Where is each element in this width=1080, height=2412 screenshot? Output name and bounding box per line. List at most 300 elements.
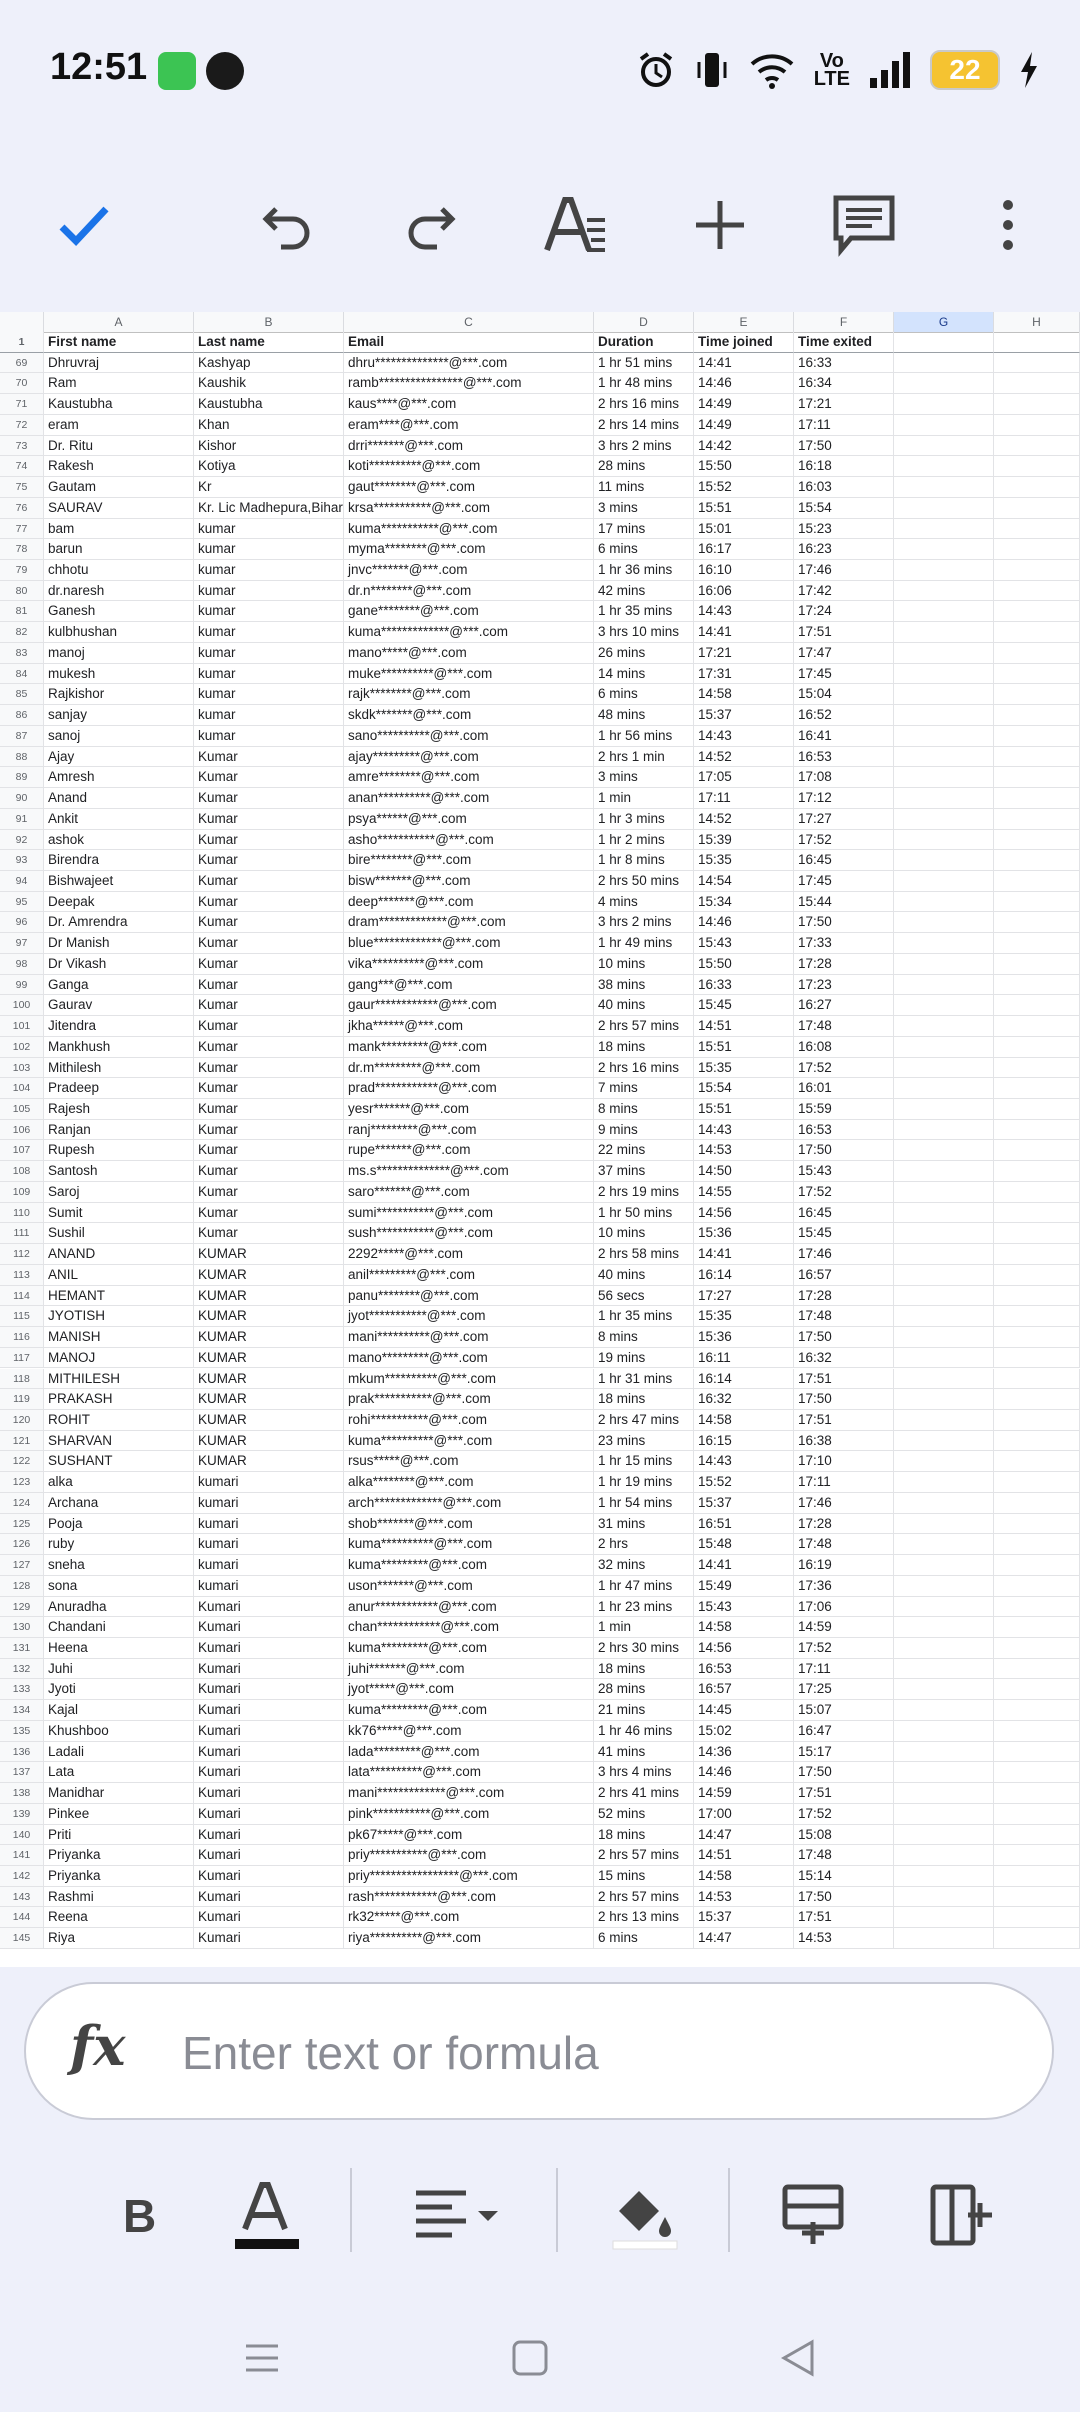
cell-d[interactable]: 9 mins [594, 1120, 694, 1141]
cell-a[interactable]: Dr Vikash [44, 954, 194, 975]
cell-e[interactable]: 16:15 [694, 1431, 794, 1452]
cell-c[interactable]: sumi***********@***.com [344, 1203, 594, 1224]
cell-a[interactable]: MANOJ [44, 1348, 194, 1369]
home-button[interactable] [500, 2328, 560, 2388]
row-number[interactable]: 108 [0, 1161, 44, 1182]
cell-f[interactable]: 15:14 [794, 1866, 894, 1887]
cell-h[interactable] [994, 954, 1080, 975]
cell-b[interactable]: kumari [194, 1493, 344, 1514]
cell-g[interactable] [894, 353, 994, 374]
cell-f[interactable]: 17:42 [794, 581, 894, 602]
cell-d[interactable]: 2 hrs 13 mins [594, 1907, 694, 1928]
cell-h[interactable] [994, 1534, 1080, 1555]
cell-h[interactable] [994, 1825, 1080, 1846]
cell-e[interactable]: 15:45 [694, 995, 794, 1016]
cell-c[interactable]: priy*****************@***.com [344, 1866, 594, 1887]
cell-e[interactable]: 14:55 [694, 1182, 794, 1203]
cell-c[interactable]: rohi***********@***.com [344, 1410, 594, 1431]
cell-c[interactable]: yesr*******@***.com [344, 1099, 594, 1120]
undo-button[interactable] [248, 185, 328, 265]
cell-f[interactable]: 16:38 [794, 1431, 894, 1452]
cell-b[interactable]: Kumari [194, 1659, 344, 1680]
cell-h[interactable] [994, 1058, 1080, 1079]
cell-h[interactable] [994, 747, 1080, 768]
cell-a[interactable]: eram [44, 415, 194, 436]
cell-f[interactable]: 17:27 [794, 809, 894, 830]
row-number[interactable]: 112 [0, 1244, 44, 1265]
cell-f[interactable]: 17:48 [794, 1534, 894, 1555]
redo-button[interactable] [390, 185, 470, 265]
cell-e[interactable]: 14:52 [694, 809, 794, 830]
insert-button[interactable] [680, 185, 760, 265]
cell-d[interactable]: 4 mins [594, 892, 694, 913]
cell-h[interactable] [994, 767, 1080, 788]
cell-h[interactable] [994, 1431, 1080, 1452]
cell-b[interactable]: Kumar [194, 1203, 344, 1224]
cell-b[interactable]: Kumari [194, 1762, 344, 1783]
cell-b[interactable]: Kumar [194, 1140, 344, 1161]
cell-g[interactable] [894, 767, 994, 788]
cell-b[interactable]: KUMAR [194, 1286, 344, 1307]
cell-h[interactable] [994, 622, 1080, 643]
row-number[interactable]: 143 [0, 1887, 44, 1908]
row-number[interactable]: 73 [0, 436, 44, 457]
cell-f[interactable]: 17:52 [794, 1638, 894, 1659]
cell-c[interactable]: ajay*********@***.com [344, 747, 594, 768]
cell-a[interactable]: Juhi [44, 1659, 194, 1680]
cell-f[interactable]: 17:51 [794, 622, 894, 643]
cell-d[interactable]: 7 mins [594, 1078, 694, 1099]
cell-h[interactable] [994, 1410, 1080, 1431]
cell-e[interactable]: 15:49 [694, 1576, 794, 1597]
cell-f[interactable]: 16:47 [794, 1721, 894, 1742]
row-number[interactable]: 139 [0, 1804, 44, 1825]
cell-g[interactable] [894, 1058, 994, 1079]
cell-e[interactable]: 16:10 [694, 560, 794, 581]
cell-d[interactable]: 18 mins [594, 1389, 694, 1410]
cell-a[interactable]: HEMANT [44, 1286, 194, 1307]
cell-c[interactable]: mank*********@***.com [344, 1037, 594, 1058]
cell-f[interactable]: 17:50 [794, 1140, 894, 1161]
cell-d[interactable]: 15 mins [594, 1866, 694, 1887]
cell-h[interactable] [994, 1928, 1080, 1949]
row-number[interactable]: 95 [0, 892, 44, 913]
cell-g[interactable] [894, 394, 994, 415]
cell-a[interactable]: Rashmi [44, 1887, 194, 1908]
cell-c[interactable]: rsus*****@***.com [344, 1451, 594, 1472]
cell-c[interactable]: kaus****@***.com [344, 394, 594, 415]
cell-c[interactable]: kuma*************@***.com [344, 622, 594, 643]
cell-c[interactable]: juhi*******@***.com [344, 1659, 594, 1680]
cell-b[interactable]: Kumar [194, 1016, 344, 1037]
cell-a[interactable]: Santosh [44, 1161, 194, 1182]
cell-e[interactable]: 15:01 [694, 519, 794, 540]
cell-c[interactable]: dhru**************@***.com [344, 353, 594, 374]
cell-c[interactable]: lada*********@***.com [344, 1742, 594, 1763]
cell-a[interactable]: chhotu [44, 560, 194, 581]
cell-c[interactable]: kuma***********@***.com [344, 519, 594, 540]
cell-g[interactable] [894, 1845, 994, 1866]
cell-h[interactable] [994, 1555, 1080, 1576]
cell-c[interactable]: ms.s**************@***.com [344, 1161, 594, 1182]
cell-g[interactable] [894, 373, 994, 394]
row-number[interactable]: 111 [0, 1223, 44, 1244]
cell-d[interactable]: 3 hrs 2 mins [594, 436, 694, 457]
cell-e[interactable]: 16:53 [694, 1659, 794, 1680]
cell-g[interactable] [894, 1742, 994, 1763]
row-number[interactable]: 72 [0, 415, 44, 436]
cell-h[interactable] [994, 477, 1080, 498]
cell-b[interactable]: Kumar [194, 995, 344, 1016]
cell-d[interactable]: Duration [594, 332, 694, 353]
cell-a[interactable]: alka [44, 1472, 194, 1493]
cell-d[interactable]: 2 hrs 58 mins [594, 1244, 694, 1265]
cell-b[interactable]: kumari [194, 1514, 344, 1535]
cell-d[interactable]: 11 mins [594, 477, 694, 498]
cell-g[interactable] [894, 1555, 994, 1576]
cell-f[interactable]: 16:57 [794, 1265, 894, 1286]
cell-d[interactable]: 40 mins [594, 995, 694, 1016]
cell-g[interactable] [894, 830, 994, 851]
row-number[interactable]: 118 [0, 1369, 44, 1390]
cell-e[interactable]: 16:14 [694, 1369, 794, 1390]
cell-f[interactable]: 17:52 [794, 1182, 894, 1203]
cell-h[interactable] [994, 1140, 1080, 1161]
cell-b[interactable]: Kumari [194, 1638, 344, 1659]
cell-f[interactable]: 15:04 [794, 684, 894, 705]
cell-e[interactable]: 15:35 [694, 1058, 794, 1079]
cell-g[interactable] [894, 975, 994, 996]
cell-c[interactable]: gaur************@***.com [344, 995, 594, 1016]
cell-e[interactable]: 14:58 [694, 1410, 794, 1431]
cell-b[interactable]: Kumar [194, 1037, 344, 1058]
cell-e[interactable]: 15:54 [694, 1078, 794, 1099]
row-number[interactable]: 87 [0, 726, 44, 747]
cell-b[interactable]: kumar [194, 581, 344, 602]
cell-b[interactable]: Kumar [194, 912, 344, 933]
cell-g[interactable] [894, 1037, 994, 1058]
cell-d[interactable]: 18 mins [594, 1659, 694, 1680]
cell-h[interactable] [994, 601, 1080, 622]
row-number[interactable]: 107 [0, 1140, 44, 1161]
cell-g[interactable] [894, 1472, 994, 1493]
cell-b[interactable]: kumar [194, 684, 344, 705]
cell-g[interactable] [894, 1825, 994, 1846]
cell-c[interactable]: rash************@***.com [344, 1887, 594, 1908]
cell-g[interactable] [894, 1493, 994, 1514]
cell-a[interactable]: Archana [44, 1493, 194, 1514]
row-number[interactable]: 70 [0, 373, 44, 394]
row-number[interactable]: 128 [0, 1576, 44, 1597]
cell-e[interactable]: 14:45 [694, 1700, 794, 1721]
cell-h[interactable] [994, 1638, 1080, 1659]
cell-a[interactable]: Sumit [44, 1203, 194, 1224]
formula-input[interactable] [24, 1982, 1054, 2120]
cell-b[interactable]: Kumari [194, 1617, 344, 1638]
row-number[interactable]: 117 [0, 1348, 44, 1369]
cell-e[interactable]: 14:46 [694, 1762, 794, 1783]
row-number[interactable]: 125 [0, 1514, 44, 1535]
cell-g[interactable] [894, 1638, 994, 1659]
cell-h[interactable] [994, 1783, 1080, 1804]
cell-f[interactable]: 15:07 [794, 1700, 894, 1721]
cell-h[interactable] [994, 1286, 1080, 1307]
cell-c[interactable]: anur************@***.com [344, 1597, 594, 1618]
cell-d[interactable]: 1 hr 35 mins [594, 601, 694, 622]
cell-a[interactable]: Dr Manish [44, 933, 194, 954]
cell-a[interactable]: Ganesh [44, 601, 194, 622]
cell-g[interactable] [894, 1244, 994, 1265]
cell-h[interactable] [994, 1907, 1080, 1928]
cell-e[interactable]: 14:36 [694, 1742, 794, 1763]
cell-d[interactable]: 1 hr 54 mins [594, 1493, 694, 1514]
cell-c[interactable]: skdk*******@***.com [344, 705, 594, 726]
cell-e[interactable]: 16:11 [694, 1348, 794, 1369]
cell-h[interactable] [994, 1265, 1080, 1286]
cell-c[interactable]: mani**********@***.com [344, 1327, 594, 1348]
cell-a[interactable]: Bishwajeet [44, 871, 194, 892]
cell-c[interactable]: bisw*******@***.com [344, 871, 594, 892]
cell-f[interactable]: 17:48 [794, 1306, 894, 1327]
cell-e[interactable]: 15:50 [694, 456, 794, 477]
cell-b[interactable]: KUMAR [194, 1389, 344, 1410]
cell-h[interactable] [994, 394, 1080, 415]
cell-e[interactable]: 17:27 [694, 1286, 794, 1307]
cell-g[interactable] [894, 1327, 994, 1348]
cell-b[interactable]: Kumari [194, 1887, 344, 1908]
cell-g[interactable] [894, 747, 994, 768]
cell-a[interactable]: Heena [44, 1638, 194, 1659]
cell-c[interactable]: panu********@***.com [344, 1286, 594, 1307]
cell-c[interactable]: ramb****************@***.com [344, 373, 594, 394]
cell-b[interactable]: Kumar [194, 1120, 344, 1141]
cell-h[interactable] [994, 1679, 1080, 1700]
cell-c[interactable]: bire********@***.com [344, 850, 594, 871]
row-number[interactable]: 123 [0, 1472, 44, 1493]
cell-b[interactable]: Kumar [194, 767, 344, 788]
cell-f[interactable]: 17:28 [794, 1514, 894, 1535]
cell-d[interactable]: 56 secs [594, 1286, 694, 1307]
cell-e[interactable]: 14:41 [694, 353, 794, 374]
cell-h[interactable] [994, 871, 1080, 892]
cell-f[interactable]: 15:44 [794, 892, 894, 913]
cell-f[interactable]: 17:48 [794, 1845, 894, 1866]
cell-g[interactable] [894, 1514, 994, 1535]
cell-f[interactable]: 16:41 [794, 726, 894, 747]
cell-b[interactable]: Kumari [194, 1866, 344, 1887]
row-number[interactable]: 69 [0, 353, 44, 374]
cell-e[interactable]: 16:51 [694, 1514, 794, 1535]
cell-g[interactable] [894, 664, 994, 685]
cell-a[interactable]: kulbhushan [44, 622, 194, 643]
cell-g[interactable] [894, 539, 994, 560]
row-number[interactable]: 103 [0, 1058, 44, 1079]
cell-d[interactable]: 1 hr 8 mins [594, 850, 694, 871]
cell-c[interactable]: koti**********@***.com [344, 456, 594, 477]
cell-d[interactable]: 2 hrs 16 mins [594, 394, 694, 415]
cell-a[interactable]: Amresh [44, 767, 194, 788]
column-header-d[interactable]: D [594, 312, 694, 332]
cell-a[interactable]: JYOTISH [44, 1306, 194, 1327]
row-number[interactable]: 97 [0, 933, 44, 954]
cell-a[interactable]: Pradeep [44, 1078, 194, 1099]
cell-f[interactable]: 15:54 [794, 498, 894, 519]
cell-f[interactable]: 16:45 [794, 850, 894, 871]
row-number[interactable]: 142 [0, 1866, 44, 1887]
cell-d[interactable]: 1 min [594, 788, 694, 809]
cell-h[interactable] [994, 1016, 1080, 1037]
cell-a[interactable]: Rajesh [44, 1099, 194, 1120]
cell-b[interactable]: KUMAR [194, 1306, 344, 1327]
cell-g[interactable] [894, 1431, 994, 1452]
cell-a[interactable]: Pooja [44, 1514, 194, 1535]
spreadsheet-grid[interactable] [0, 312, 1080, 1967]
row-number[interactable]: 78 [0, 539, 44, 560]
cell-h[interactable] [994, 1327, 1080, 1348]
cell-e[interactable]: 17:00 [694, 1804, 794, 1825]
cell-b[interactable]: kumar [194, 664, 344, 685]
cell-d[interactable]: 8 mins [594, 1327, 694, 1348]
cell-b[interactable]: Kumar [194, 747, 344, 768]
cell-f[interactable]: 17:50 [794, 1762, 894, 1783]
cell-g[interactable] [894, 1887, 994, 1908]
cell-h[interactable] [994, 1762, 1080, 1783]
cell-b[interactable]: Kumari [194, 1928, 344, 1949]
cell-f[interactable]: 17:24 [794, 601, 894, 622]
cell-d[interactable]: 17 mins [594, 519, 694, 540]
cell-e[interactable]: 15:51 [694, 1037, 794, 1058]
row-number[interactable]: 99 [0, 975, 44, 996]
cell-d[interactable]: 6 mins [594, 539, 694, 560]
cell-f[interactable]: 17:50 [794, 1887, 894, 1908]
cell-d[interactable]: 21 mins [594, 1700, 694, 1721]
cell-e[interactable]: 16:17 [694, 539, 794, 560]
cell-f[interactable]: 16:08 [794, 1037, 894, 1058]
cell-f[interactable]: 17:51 [794, 1907, 894, 1928]
more-options-button[interactable] [968, 185, 1048, 265]
cell-e[interactable]: 14:41 [694, 622, 794, 643]
cell-c[interactable]: arch*************@***.com [344, 1493, 594, 1514]
cell-g[interactable] [894, 1265, 994, 1286]
row-number[interactable]: 119 [0, 1389, 44, 1410]
cell-c[interactable]: 2292*****@***.com [344, 1244, 594, 1265]
cell-e[interactable]: 15:37 [694, 1493, 794, 1514]
cell-a[interactable]: Ram [44, 373, 194, 394]
cell-f[interactable]: 17:21 [794, 394, 894, 415]
cell-a[interactable]: Priyanka [44, 1866, 194, 1887]
cell-e[interactable]: 15:36 [694, 1223, 794, 1244]
cell-e[interactable]: 16:14 [694, 1265, 794, 1286]
cell-b[interactable]: kumar [194, 519, 344, 540]
cell-c[interactable]: kuma**********@***.com [344, 1431, 594, 1452]
cell-f[interactable]: 14:53 [794, 1928, 894, 1949]
cell-b[interactable]: kumar [194, 601, 344, 622]
cell-a[interactable]: Pinkee [44, 1804, 194, 1825]
cell-a[interactable]: ROHIT [44, 1410, 194, 1431]
cell-d[interactable]: 1 hr 23 mins [594, 1597, 694, 1618]
cell-d[interactable]: 2 hrs 16 mins [594, 1058, 694, 1079]
cell-d[interactable]: 1 hr 35 mins [594, 1306, 694, 1327]
cell-e[interactable]: 14:56 [694, 1638, 794, 1659]
cell-e[interactable]: 17:05 [694, 767, 794, 788]
row-number[interactable]: 79 [0, 560, 44, 581]
cell-e[interactable]: 15:36 [694, 1327, 794, 1348]
cell-h[interactable] [994, 1451, 1080, 1472]
cell-f[interactable]: 17:28 [794, 954, 894, 975]
cell-c[interactable]: riya**********@***.com [344, 1928, 594, 1949]
cell-d[interactable]: 1 min [594, 1617, 694, 1638]
cell-d[interactable]: 1 hr 50 mins [594, 1203, 694, 1224]
cell-e[interactable]: 17:31 [694, 664, 794, 685]
column-header-g[interactable]: G [894, 312, 994, 332]
cell-c[interactable]: rajk********@***.com [344, 684, 594, 705]
cell-d[interactable]: 40 mins [594, 1265, 694, 1286]
cell-f[interactable]: 17:45 [794, 871, 894, 892]
cell-e[interactable]: 14:58 [694, 1617, 794, 1638]
cell-e[interactable]: 14:49 [694, 415, 794, 436]
cell-f[interactable]: 16:33 [794, 353, 894, 374]
row-number[interactable]: 93 [0, 850, 44, 871]
cell-d[interactable]: 6 mins [594, 1928, 694, 1949]
cell-h[interactable] [994, 415, 1080, 436]
cell-b[interactable]: Kumar [194, 871, 344, 892]
cell-c[interactable]: alka********@***.com [344, 1472, 594, 1493]
cell-a[interactable]: SUSHANT [44, 1451, 194, 1472]
cell-d[interactable]: 2 hrs 1 min [594, 747, 694, 768]
cell-e[interactable]: 14:43 [694, 601, 794, 622]
cell-c[interactable]: kuma**********@***.com [344, 1534, 594, 1555]
cell-d[interactable]: 10 mins [594, 954, 694, 975]
cell-c[interactable]: shob*******@***.com [344, 1514, 594, 1535]
cell-f[interactable]: 16:27 [794, 995, 894, 1016]
cell-d[interactable]: 1 hr 3 mins [594, 809, 694, 830]
cell-d[interactable]: 48 mins [594, 705, 694, 726]
cell-g[interactable] [894, 1804, 994, 1825]
cell-f[interactable]: 17:52 [794, 1058, 894, 1079]
row-number[interactable]: 98 [0, 954, 44, 975]
cell-e[interactable]: 14:47 [694, 1928, 794, 1949]
cell-h[interactable] [994, 581, 1080, 602]
cell-d[interactable]: 2 hrs 14 mins [594, 415, 694, 436]
cell-e[interactable]: 15:37 [694, 1907, 794, 1928]
cell-c[interactable]: rupe*******@***.com [344, 1140, 594, 1161]
cell-g[interactable] [894, 1928, 994, 1949]
cell-f[interactable]: 17:11 [794, 415, 894, 436]
cell-d[interactable]: 1 hr 48 mins [594, 373, 694, 394]
cell-g[interactable] [894, 1617, 994, 1638]
cell-e[interactable]: 15:37 [694, 705, 794, 726]
comment-button[interactable] [824, 185, 904, 265]
cell-a[interactable]: Gautam [44, 477, 194, 498]
cell-c[interactable]: prad************@***.com [344, 1078, 594, 1099]
cell-d[interactable]: 1 hr 49 mins [594, 933, 694, 954]
cell-b[interactable]: Last name [194, 332, 344, 353]
cell-g[interactable] [894, 1451, 994, 1472]
row-number[interactable]: 120 [0, 1410, 44, 1431]
cell-c[interactable]: dr.n********@***.com [344, 581, 594, 602]
cell-d[interactable]: 2 hrs 50 mins [594, 871, 694, 892]
row-number[interactable]: 141 [0, 1845, 44, 1866]
cell-g[interactable] [894, 1597, 994, 1618]
cell-a[interactable]: MANISH [44, 1327, 194, 1348]
cell-g[interactable] [894, 1866, 994, 1887]
cell-e[interactable]: 17:11 [694, 788, 794, 809]
cell-h[interactable] [994, 975, 1080, 996]
cell-f[interactable]: 17:51 [794, 1783, 894, 1804]
cell-a[interactable]: Ankit [44, 809, 194, 830]
cell-b[interactable]: KUMAR [194, 1348, 344, 1369]
cell-g[interactable] [894, 892, 994, 913]
